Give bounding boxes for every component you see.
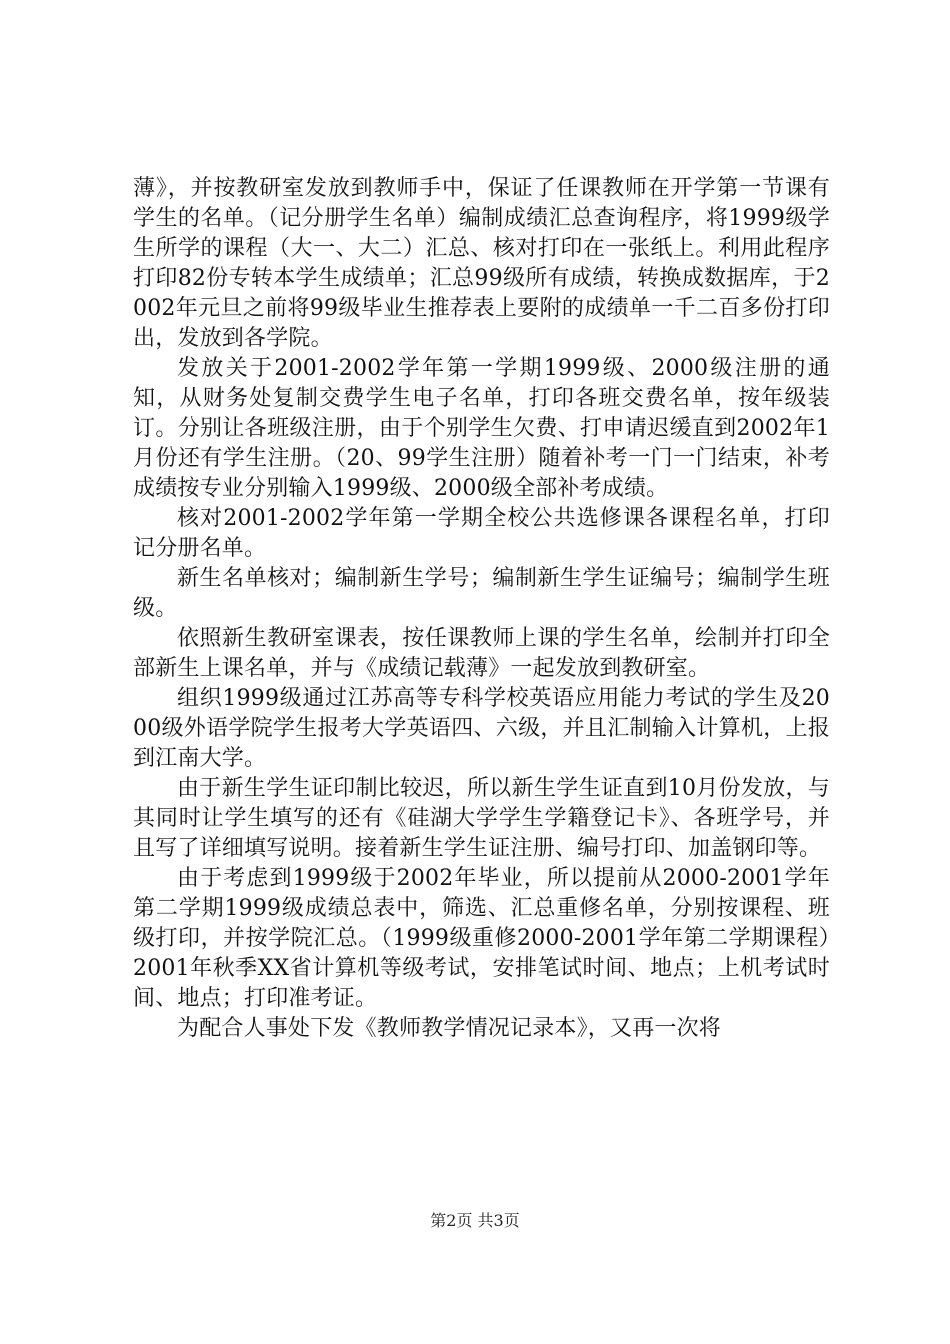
- paragraph-elective-check: 核对2001-2002学年第一学期全校公共选修课各课程名单，打印记分册名单。: [133, 506, 830, 561]
- paragraph-teacher-records: 为配合人事处下发《教师教学情况记录本》，又再一次将: [177, 1016, 722, 1041]
- paragraph-new-student-ids: 新生名单核对；编制新生学号；编制新生学生证编号；编制学生班级。: [133, 566, 830, 621]
- document-body: [133, 174, 830, 1044]
- paragraph-registration: 发放关于2001-2002学年第一学期1999级、2000级注册的通知，从财务处复制交费学生电子名单，打印各班交费名单，按年级装订。分别让各班级注册，由于个别学生欠费、打申请迟缓直到2002年1月份还有学生注册。（20、99学生注册）随着补考一门一门结束，补考成绩按专业分别输入1999级、2000级全部补考成绩。: [133, 356, 830, 501]
- paragraph-class-lists: 依照新生教研室课表，按任课教师上课的学生名单，绘制并打印全部新生上课名单，并与《成绩记载薄》一起发放到教研室。: [133, 626, 830, 681]
- page-footer: 第2页 共3页: [430, 1211, 520, 1230]
- paragraph-retake-lists: 由于考虑到1999级于2002年毕业，所以提前从2000-2001学年第二学期1999级成绩总表中，筛选、汇总重修名单，分别按课程、班级打印，并按学院汇总。（1999级重修2000-2001学年第二学期课程）2001年秋季XX省计算机等级考试，安排笔试时间、地点；上机考试时间、地点；打印准考证。: [133, 866, 830, 1011]
- paragraph-student-cards: 由于新生学生证印制比较迟，所以新生学生证直到10月份发放，与其同时让学生填写的还有《硅湖大学学生学籍登记卡》、各班学号，并且写了详细填写说明。接着新生学生证注册、编号打印、加盖钢印等。: [133, 776, 830, 861]
- paragraph-english-exams: 组织1999级通过江苏高等专科学校英语应用能力考试的学生及2000级外语学院学生报考大学英语四、六级，并且汇制输入计算机，上报到江南大学。: [133, 686, 830, 771]
- paragraph-continued: 薄》，并按教研室发放到教师手中，保证了任课教师在开学第一节课有学生的名单。（记分册学生名单）编制成绩汇总查询程序，将1999级学生所学的课程（大一、大二）汇总、核对打印在一张纸上。利用此程序打印82份专转本学生成绩单；汇总99级所有成绩，转换成数据库，于2002年元旦之前将99级毕业生推荐表上要附的成绩单一千二百多份打印出，发放到各学院。: [133, 176, 830, 351]
